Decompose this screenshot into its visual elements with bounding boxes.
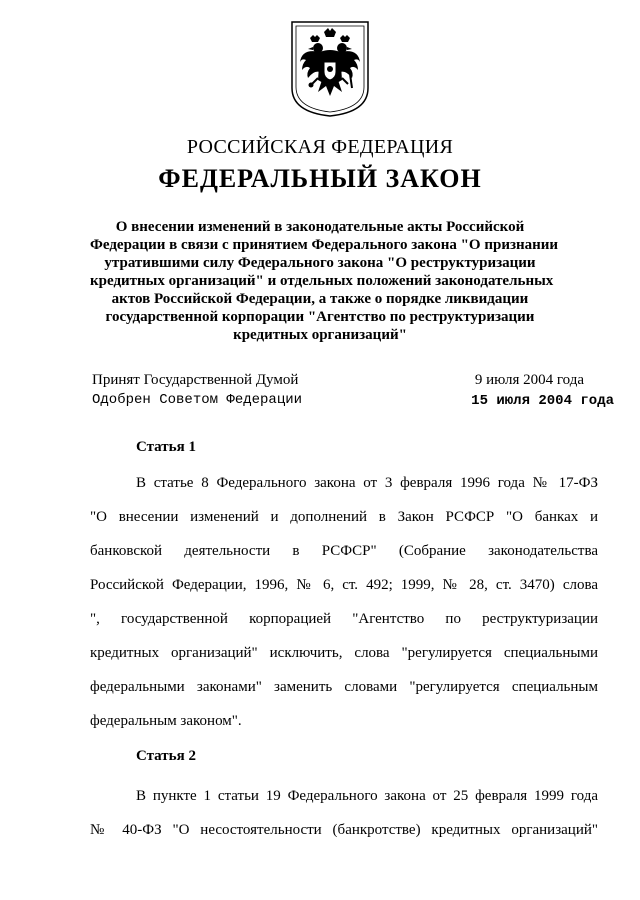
title-line: государственной корпорации "Агентство по реструктуризации: [105, 309, 535, 325]
title-line: кредитных организаций": [233, 327, 407, 343]
text-line: ", государственной корпорацией "Агентство по реструктуризации: [90, 611, 598, 627]
country-heading: РОССИЙСКАЯ ФЕДЕРАЦИЯ: [186, 136, 454, 158]
text-line: № 40-ФЗ "О несостоятельности (банкротстве) кредитных организаций": [90, 822, 598, 838]
title-line: актов Российской Федерации, а также о порядке ликвидации: [111, 291, 529, 307]
text-line: В пункте 1 статьи 19 Федерального закона от 25 февраля 1999 года: [136, 788, 598, 804]
duma-adoption-date: 9 июля 2004 года: [474, 372, 584, 388]
text-line: В статье 8 Федерального закона от 3 февраля 1996 года № 17-ФЗ: [136, 475, 598, 491]
title-line: Федерации в связи с принятием Федерального закона "О признании: [90, 237, 559, 253]
text-line: банковской деятельности в РСФСР" (Собрание законодательства: [90, 543, 598, 559]
document-type-heading: ФЕДЕРАЛЬНЫЙ ЗАКОН: [158, 164, 482, 193]
article-1-heading: Статья 1: [136, 439, 196, 455]
duma-adoption-label: Принят Государственной Думой: [92, 372, 299, 388]
state-emblem-icon: [288, 18, 372, 118]
council-approval-label: Одобрен Советом Федерации: [92, 392, 303, 408]
text-line: Российской Федерации, 1996, № 6, ст. 492; 1999, № 28, ст. 3470) слова: [90, 577, 598, 593]
text-line: федеральными законами" заменить словами "регулируется специальным: [90, 679, 598, 695]
title-line: О внесении изменений в законодательные акты Российской: [115, 219, 525, 235]
text-line: кредитных организаций" исключить, слова "регулируется специальными: [90, 645, 598, 661]
title-line: кредитных организаций" и отдельных положений законодательных: [90, 273, 554, 289]
article-2-heading: Статья 2: [136, 748, 196, 764]
text-line: "О внесении изменений и дополнений в Закон РСФСР "О банках и: [90, 509, 598, 525]
council-approval-date: 15 июля 2004 года: [471, 393, 614, 409]
law-title: [90, 218, 559, 344]
article-1-text: [90, 473, 598, 745]
title-line: утратившими силу Федерального закона "О реструктуризации: [104, 255, 536, 271]
text-line: федеральным законом".: [90, 713, 242, 729]
article-2-text: [90, 786, 598, 854]
